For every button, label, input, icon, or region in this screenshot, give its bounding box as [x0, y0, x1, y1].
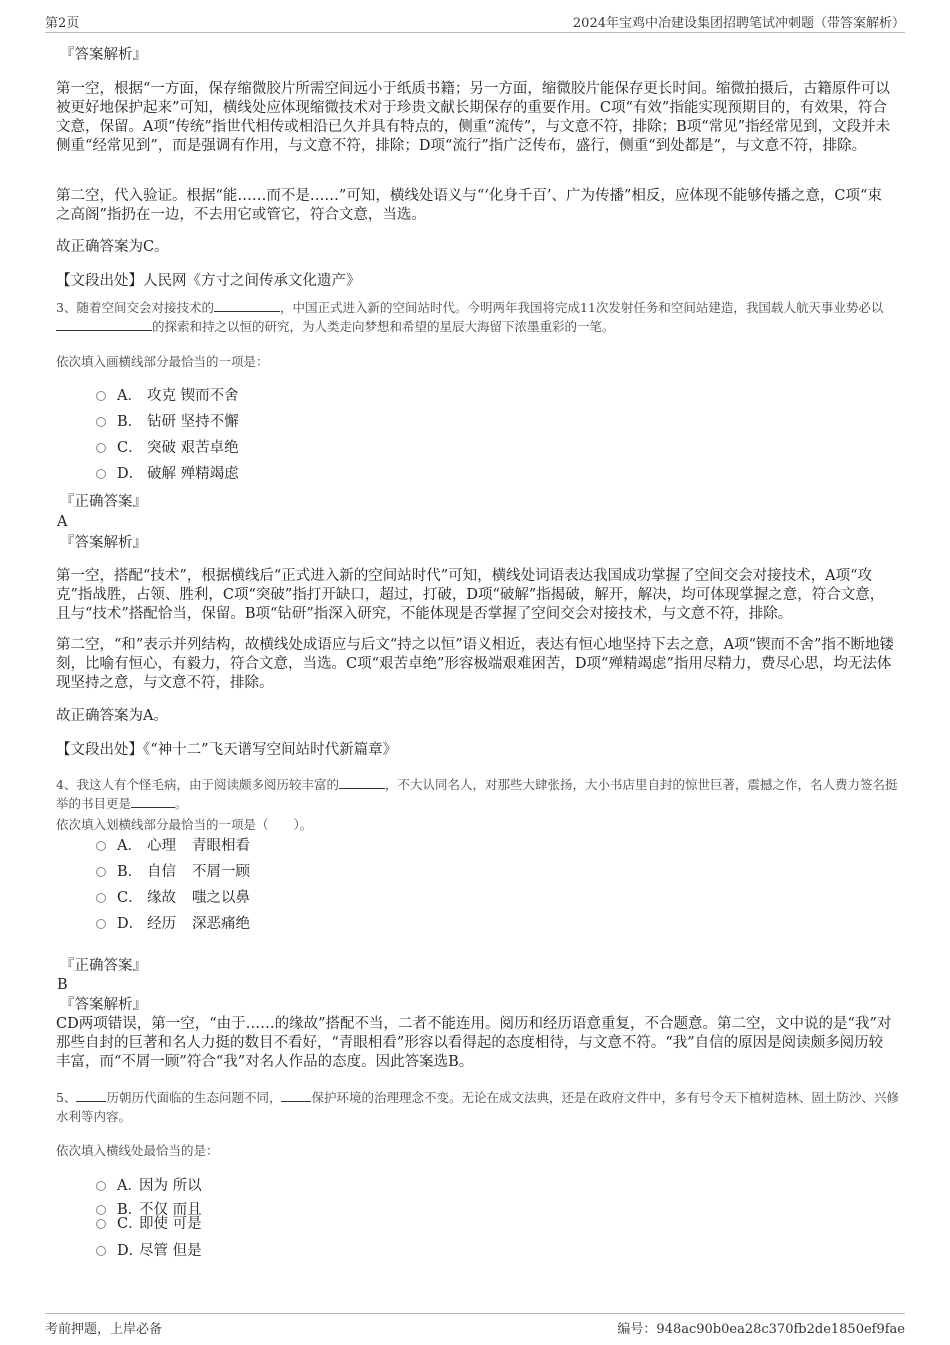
option-letter: B．	[117, 1202, 143, 1218]
q4-prompt: 依次填入划横线部分最恰当的一项是（ ）。	[56, 817, 313, 832]
q5-option-d[interactable]	[96, 1241, 202, 1261]
option-letter: B．	[117, 414, 143, 430]
q3-analysis-label: 『答案解析』	[60, 535, 147, 551]
q4-option-c[interactable]	[96, 888, 250, 908]
option-text: 突破 艰苦卓绝	[147, 440, 239, 456]
option-letter: B．	[117, 864, 143, 880]
radio-icon[interactable]	[96, 1246, 106, 1256]
q3-conclusion: 故正确答案为A。	[56, 708, 168, 724]
q2-conclusion: 故正确答案为C。	[56, 239, 169, 255]
q2-source: 【文段出处】人民网《方寸之间传承文化遗产》	[56, 273, 361, 289]
q5-blank-1	[76, 1089, 106, 1103]
option-letter: A．	[117, 388, 142, 404]
option-letter: D．	[117, 916, 144, 932]
q3-source: 【文段出处】《“神十二”飞天谱写空间站时代新篇章》	[56, 742, 398, 758]
radio-icon[interactable]	[96, 1219, 106, 1229]
option-word-2: 嗤之以鼻	[192, 890, 250, 906]
option-text: 不仅 而且	[139, 1202, 202, 1218]
q3-option-b[interactable]	[96, 412, 239, 432]
q5-option-c[interactable]	[96, 1214, 202, 1234]
q2-analysis-label: 『答案解析』	[60, 47, 147, 63]
q3-stem-d: 的探索和持之以恒的研究，为人类走向梦想和希望的星辰大海留下浓墨重彩的一笔。	[152, 319, 615, 334]
radio-icon[interactable]	[96, 893, 106, 903]
q3-option-a[interactable]	[96, 386, 239, 406]
document-id: 编号：948ac90b0ea28c370fb2de1850ef9fae	[617, 1322, 905, 1337]
option-word-2: 青眼相看	[192, 838, 250, 854]
q4-stem	[56, 775, 900, 813]
q3-stem	[56, 298, 900, 336]
option-letter: C．	[117, 890, 143, 906]
q3-blank-1	[214, 299, 280, 313]
q4-correct-label: 『正确答案』	[60, 958, 147, 974]
page-header	[45, 12, 905, 33]
q4-option-a[interactable]	[96, 836, 250, 856]
option-word-1: 自信	[147, 864, 176, 880]
q3-analysis-para2: 第二空，“和”表示并列结构，故横线处成语应与后文“持之以恒”语义相近，表达有恒心地坚持下去之意，A项“锲而不舍”指不断地镂刻，比喻有恒心，有毅力，符合文意，当选。C项“艰苦卓绝”形容极端艰难困苦，D项“殚精竭虑”指用尽精力，费尽心思，均无法体现坚持之意，与文意不符，排除。	[56, 637, 894, 691]
option-letter: A．	[117, 838, 142, 854]
q3-stem-b: ，中国正式进入新的空间站时代。今明两年我国将完成11次发射任务和空间站建造，我国载人航天事业	[279, 300, 846, 315]
option-word-1: 心理	[147, 838, 176, 854]
q4-stem-a: 4、我这人有个怪毛病，由于阅读颇多阅历较丰富的	[56, 777, 339, 792]
option-text: 钻研 坚持不懈	[147, 414, 239, 430]
option-text: 攻克 锲而不舍	[147, 388, 239, 404]
option-letter: C．	[117, 1216, 143, 1232]
option-letter: D．	[117, 1243, 144, 1259]
page-number: 第2页	[45, 16, 80, 31]
radio-icon[interactable]	[96, 841, 106, 851]
q4-analysis: CD两项错误，第一空，“由于……的缘故”搭配不当，二者不能连用。阅历和经历语意重复，不合题意。第二空，文中说的是“我”对那些自封的巨著和名人力挺的数目不看好，“青眼相看”形容以看得起的态度相待，与文意不符。“我”自信的原因是阅读颇多阅历较丰富，而“不屑一顾”符合“我”对名人作品的态度。因此答案选B。	[56, 1016, 892, 1070]
q5-stem	[56, 1088, 900, 1126]
q5-option-a[interactable]	[96, 1176, 202, 1196]
q5-prompt: 依次填入横线处最恰当的是：	[56, 1143, 219, 1158]
q3-answer: A	[57, 514, 68, 530]
option-letter: D．	[117, 466, 144, 482]
option-word-1: 缘故	[147, 890, 176, 906]
option-text: 因为 所以	[139, 1178, 202, 1194]
q3-blank-2	[56, 318, 152, 332]
page-footer	[45, 1313, 905, 1338]
q3-correct-label: 『正确答案』	[60, 494, 147, 510]
q2-analysis-para1: 第一空，根据“一方面，保存缩微胶片所需空间远小于纸质书籍；另一方面，缩微胶片能保存更长时间。缩微拍摄后，古籍原件可以被更好地保护起来”可知，横线处应体现缩微技术对于珍贵文献长期保存的重要作用。C项“有效”指能实现预期目的，有效果，符合文意，保留。A项“传统”指世代相传或相沿已久并具有特点的，侧重“流传”，与文意不符，排除；B项“常见”指经常见到，文段并未侧重“经常见到”，而是强调有作用，与文意不符，排除；D项“流行”指广泛传布，盛行，侧重“到处都是”，与文意不符，排除。	[56, 81, 891, 154]
q4-analysis-label: 『答案解析』	[60, 997, 147, 1013]
q3-stem-a: 3、随着空间交会对接技术的	[56, 300, 214, 315]
q5-stem-b: 历朝历代面临的生态问题不同，	[106, 1090, 282, 1105]
option-letter: C．	[117, 440, 143, 456]
q5-stem-a: 5、	[56, 1090, 77, 1105]
q4-stem-c: 费力签名挺举的书目更是	[56, 777, 898, 811]
q2-analysis-para2: 第二空，代入验证。根据“能……而不是……”可知，横线处语义与“‘化身千百’、广为传播”相反，应体现不能够传播之意，C项“束之高阁”指扔在一边，不去用它或管它，符合文意，当选。	[56, 188, 882, 223]
q4-stem-d: 。	[175, 796, 188, 811]
radio-icon[interactable]	[96, 443, 106, 453]
radio-icon[interactable]	[96, 417, 106, 427]
document-title: 2024年宝鸡中冶建设集团招聘笔试冲刺题（带答案解析）	[572, 16, 905, 31]
q4-blank-2	[131, 795, 175, 809]
radio-icon[interactable]	[96, 1181, 106, 1191]
radio-icon[interactable]	[96, 867, 106, 877]
option-word-1: 经历	[147, 916, 176, 932]
q4-option-d[interactable]	[96, 914, 250, 934]
q3-option-d[interactable]	[96, 464, 239, 484]
q4-stem-b: ，不大认同名人，对那些大肆张扬，大小书店里自封的惊世巨著，震撼之作，名人	[384, 777, 835, 792]
radio-icon[interactable]	[96, 391, 106, 401]
q4-blank-1	[339, 776, 385, 790]
q4-option-b[interactable]	[96, 862, 250, 882]
q3-analysis-para1: 第一空，搭配“技术”，根据横线后“正式进入新的空间站时代”可知，横线处词语表达我国成功掌握了空间交会对接技术，A项“攻克”指战胜，占领、胜利，C项“突破”指打开缺口，超过，打破，D项“破解”指揭破，解开，解决，均可体现掌握之意，符合文意，且与“技术”搭配恰当，保留。B项“钻研”指深入研究，不能体现是否掌握了空间交会对接技术，与文意不符，排除。	[56, 568, 885, 622]
option-text: 即使 可是	[139, 1216, 202, 1232]
q3-option-c[interactable]	[96, 438, 239, 458]
option-text: 破解 殚精竭虑	[147, 466, 239, 482]
radio-icon[interactable]	[96, 919, 106, 929]
footer-slogan: 考前押题，上岸必备	[45, 1322, 163, 1337]
option-text: 尽管 但是	[139, 1243, 202, 1259]
option-letter: A．	[117, 1178, 142, 1194]
q5-stem-c: 保护环境的治理理念不变。无论在成文法典，还是在政府文件中，多有号令天下植树造林、固土防沙、兴修水利等内容。	[56, 1090, 899, 1124]
q3-stem-c: 势必以	[845, 300, 884, 315]
option-word-2: 深恶痛绝	[192, 916, 250, 932]
option-word-2: 不屑一顾	[192, 864, 250, 880]
q4-answer: B	[57, 977, 68, 993]
radio-icon[interactable]	[96, 469, 106, 479]
q3-prompt: 依次填入画横线部分最恰当的一项是：	[56, 354, 269, 369]
q5-blank-2	[281, 1089, 311, 1103]
